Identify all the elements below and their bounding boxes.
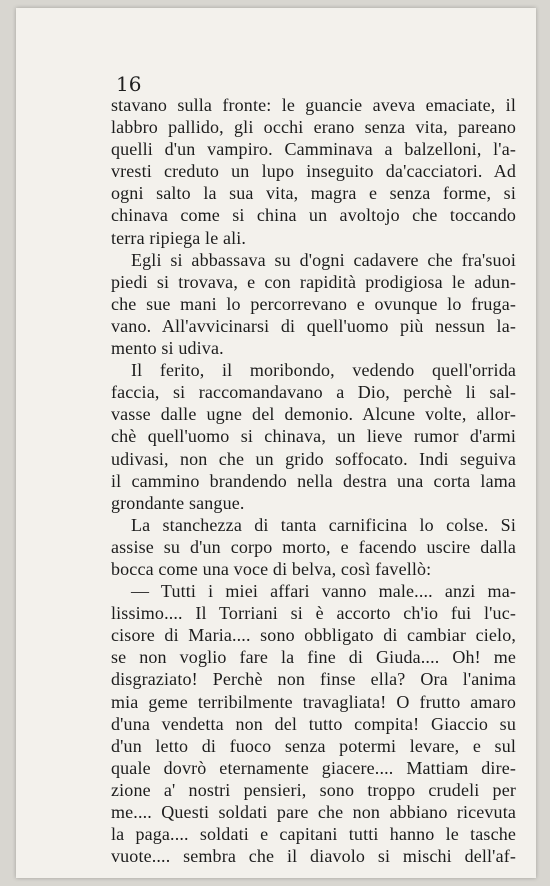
text-block bbox=[111, 94, 516, 867]
text-line: lissimo.... Il Torriani si è accorto ch'io fui l'uc- bbox=[111, 603, 516, 624]
text-line: Egli si abbassava su d'ogni cadavere che fra'suoi bbox=[131, 249, 516, 270]
text-line: assise su d'un corpo morto, e facendo uscire dalla bbox=[111, 536, 516, 557]
text-line: terra ripiega le ali. bbox=[111, 227, 247, 248]
text-line: me.... Questi soldati pare che non abbiano ricevuta bbox=[111, 802, 516, 822]
text-line: quale dovrò eternamente giacere.... Mattiam dire- bbox=[111, 757, 516, 778]
text-line: quelli d'un vampiro. Camminava a balzelloni, l'a- bbox=[111, 139, 516, 160]
text-line: grondante sangue. bbox=[111, 492, 245, 513]
text-line: d'un letto di fuoco senza potermi levare, e sul bbox=[111, 735, 516, 756]
text-line: La stanchezza di tanta carnificina lo colse. Si bbox=[131, 514, 516, 535]
text-line: la paga.... soldati e capitani tutti hanno le tasche bbox=[111, 824, 516, 845]
text-line: cisore di Maria.... sono obbligato di cambiar cielo, bbox=[111, 625, 516, 646]
text-line: vuote.... sembra che il diavolo si mischi dell'af- bbox=[111, 846, 516, 867]
text-line: il cammino brandendo nella destra una corta lama bbox=[111, 470, 516, 491]
text-line: labbro pallido, gli occhi erano senza vita, pareano bbox=[111, 117, 516, 138]
text-line: se non voglio fare la fine di Giuda.... Oh! me bbox=[111, 647, 516, 668]
text-line: mia geme terribilmente travagliata! O frutto amaro bbox=[111, 691, 516, 712]
text-line: zione a' nostri pensieri, sono troppo crudeli per bbox=[111, 779, 516, 800]
text-line: udivasi, non che un grido soffocato. Indi seguiva bbox=[111, 448, 516, 469]
text-line: Il ferito, il moribondo, vedendo quell'orrida bbox=[131, 360, 516, 381]
text-line: vasse dalle ugne del demonio. Alcune volte, allor- bbox=[111, 404, 516, 425]
text-line: che sue mani lo percorrevano e ovunque lo fruga- bbox=[111, 293, 516, 314]
text-line: vano. All'avvicinarsi di quell'uomo più nessun la- bbox=[111, 315, 516, 336]
text-line: mento si udiva. bbox=[111, 338, 224, 359]
text-line: stavano sulla fronte: le guancie aveva emaciate, il bbox=[111, 95, 516, 115]
page-number: 16 bbox=[116, 72, 142, 96]
text-line: chinava come si china un avoltojo che toccando bbox=[111, 205, 516, 226]
text-line: chè quell'uomo si chinava, un lieve rumor d'armi bbox=[111, 426, 516, 447]
book-page bbox=[16, 8, 536, 878]
text-line: ogni salto la sua vita, magra e senza forme, si bbox=[111, 183, 516, 204]
text-line: — Tutti i miei affari vanno male.... anzi ma- bbox=[131, 581, 516, 602]
text-line: d'una vendetta non del tutto compita! Giaccio su bbox=[111, 713, 516, 734]
text-line: piedi si trovava, e con rapidità prodigiosa le adun- bbox=[111, 271, 516, 292]
text-line: bocca come una voce di belva, così favellò: bbox=[111, 558, 432, 579]
text-line: disgraziato! Perchè non finse ella? Ora l'anima bbox=[111, 669, 516, 690]
text-line: faccia, si raccomandavano a Dio, perchè li sal- bbox=[111, 382, 516, 403]
text-line: vresti creduto un lupo inseguito da'cacciatori. Ad bbox=[111, 161, 516, 182]
